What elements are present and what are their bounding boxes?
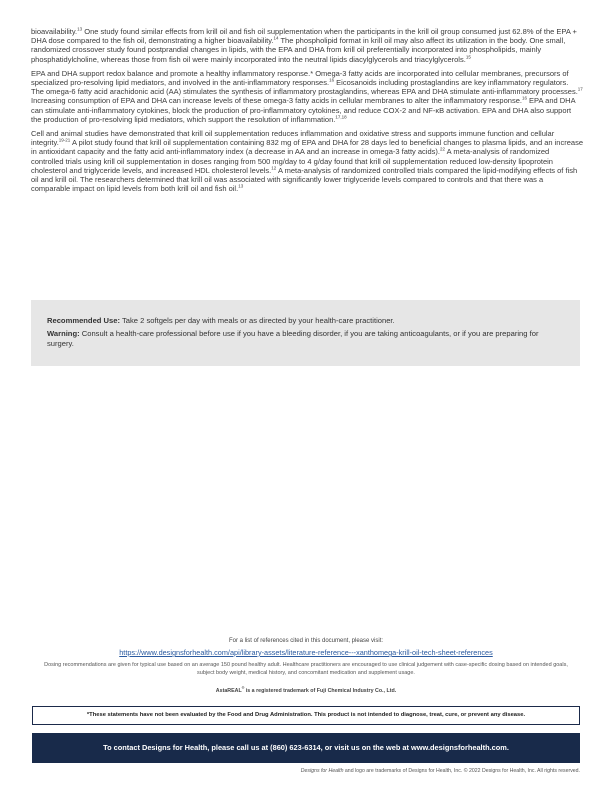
- text: Increasing consumption of EPA and DHA can increase levels of these omega-3 fatty acids in cellular membranes to alter the inflammatory response.: [31, 96, 522, 106]
- references-intro: For a list of references cited in this document, please visit:: [228, 638, 384, 644]
- recommended-use: [47, 316, 564, 325]
- trademark-note: [0, 688, 612, 694]
- recommended-use-label: Recommended Use:: [47, 316, 121, 325]
- trademark-text: is a registered trademark of Fuji Chemical Industry Co., Ltd.: [244, 688, 397, 694]
- warning: [47, 329, 564, 348]
- text: EPA and DHA can stimulate anti-inflammatory cytokines, block the production of pro-inflammatory cytokines, and reduce COX-2 and NF-κB activation. EPA and DHA also support the production of pro-resolving lipid mediators, which support the resolution of inflammation.: [31, 96, 576, 124]
- recommended-use-text: Take 2 softgels per day with meals or as directed by your health-care practitioner.: [120, 316, 395, 325]
- references-link[interactable]: https://www.designsforhealth.com/api/library-assets/literature-reference---xanthomega-krill-oil-tech-sheet-references: [119, 648, 493, 657]
- dosing-note: Dosing recommendations are given for typical use based on an average 150 pound healthy adult. Healthcare practitioners are encouraged to use clinical judgement with case-specific dosing based on intended goals, subject body weight, medical history, and concomitant medication and supplement usage.: [44, 662, 568, 676]
- citation: 16: [329, 77, 335, 83]
- paragraph-studies: [31, 129, 583, 193]
- citation: 15: [465, 54, 471, 60]
- fda-disclaimer: *These statements have not been evaluated by the Food and Drug Administration. This product is not intended to diagnose, treat, cure, or prevent any disease.: [32, 706, 580, 725]
- citation: 19-21: [58, 137, 71, 143]
- text: bioavailability.: [31, 27, 78, 36]
- trademark-brand: AstaREAL: [215, 688, 242, 694]
- warning-label: Warning:: [47, 329, 80, 339]
- text: A meta-analysis of randomized controlled trials compared the lipid-modifying effects of fish oil and krill oil. The researchers determined that krill oil was associated with significantly lower triglyceride levels compared to controls and that there was a comparable impact on lipid levels from both krill oil and fish oil.: [31, 165, 578, 194]
- text: Cell and animal studies have demonstrated that krill oil supplementation reduces inflammation and oxidative stress and supports immune function and cellular integrity.: [31, 129, 555, 148]
- text: The phospholipid format in krill oil may also affect its utilization in the body. One small, randomized crossover study found postprandial changes in lipids, with the EPA and DHA from krill oil preferentially incorporated into phospholipids, mainly phosphatidylcholine, whereas those from fish oil were mainly incorporated into the neutral lipids diacylglycerols and triacylglycerols.: [31, 36, 566, 64]
- citation: 17,18: [335, 114, 347, 120]
- citation: 13: [238, 183, 244, 189]
- citation: 17: [577, 86, 583, 92]
- usage-box: [31, 300, 580, 366]
- citation: 12: [271, 165, 277, 171]
- citation: 13: [77, 26, 83, 32]
- paragraph-bioavailability: [31, 27, 583, 64]
- footer-text: and logo are trademarks of Designs for Health, Inc. © 2022 Designs for Health, Inc. All rights reserved.: [343, 768, 580, 774]
- text: A meta-analysis of randomized controlled trials using krill oil supplementation in doses ranging from 500 mg/day to 4 g/day found that krill oil supplementation reduced low-density lipoprotein cholesterol and triglyceride levels, and increased HDL cholesterol levels.: [31, 147, 553, 175]
- text: A pilot study found that krill oil supplementation containing 832 mg of EPA and DHA for 28 days led to beneficial changes to plasma lipids, and an increase in antioxidant capacity and the fatty acid anti-inflammatory index (a decrease in AA and an increase in omega-3 fatty acids).: [31, 138, 583, 157]
- footer-brand: Designs for Health: [300, 768, 344, 774]
- footer-copyright: [301, 768, 580, 774]
- citation: 22: [439, 146, 445, 152]
- warning-text: Consult a health-care professional before use if you have a bleeding disorder, if you are taking anticoagulants, or if you are preparing for surgery.: [47, 329, 539, 348]
- citation: 16: [521, 95, 527, 101]
- paragraph-inflammation: [31, 69, 583, 124]
- contact-bar: To contact Designs for Health, please call us at (860) 623-6314, or visit us on the web at www.designsforhealth.com.: [32, 733, 580, 763]
- text: Eicosanoids including prostaglandins are key inflammatory regulators. The omega-6 fatty acid arachidonic acid (AA) stimulates the synthesis of inflammatory prostaglandins, whereas EPA and DHA stimulate anti-inflammatory processes.: [31, 78, 578, 97]
- citation: 14: [273, 35, 279, 41]
- text: One study found similar effects from krill oil and fish oil supplementation when the participants in the krill oil group consumed just 62.8% of the EPA + DHA dose compared to the fish oil, demonstrating a higher bioavailability.: [31, 27, 577, 46]
- text: EPA and DHA support redox balance and promote a healthy inflammatory response.* Omega-3 fatty acids are incorporated into cellular membranes, precursors of specialized pro-resolving lipid mediators, and involved in the anti-inflammatory responses.: [31, 68, 569, 88]
- body-text: [31, 27, 583, 198]
- registered-mark: ®: [241, 686, 245, 691]
